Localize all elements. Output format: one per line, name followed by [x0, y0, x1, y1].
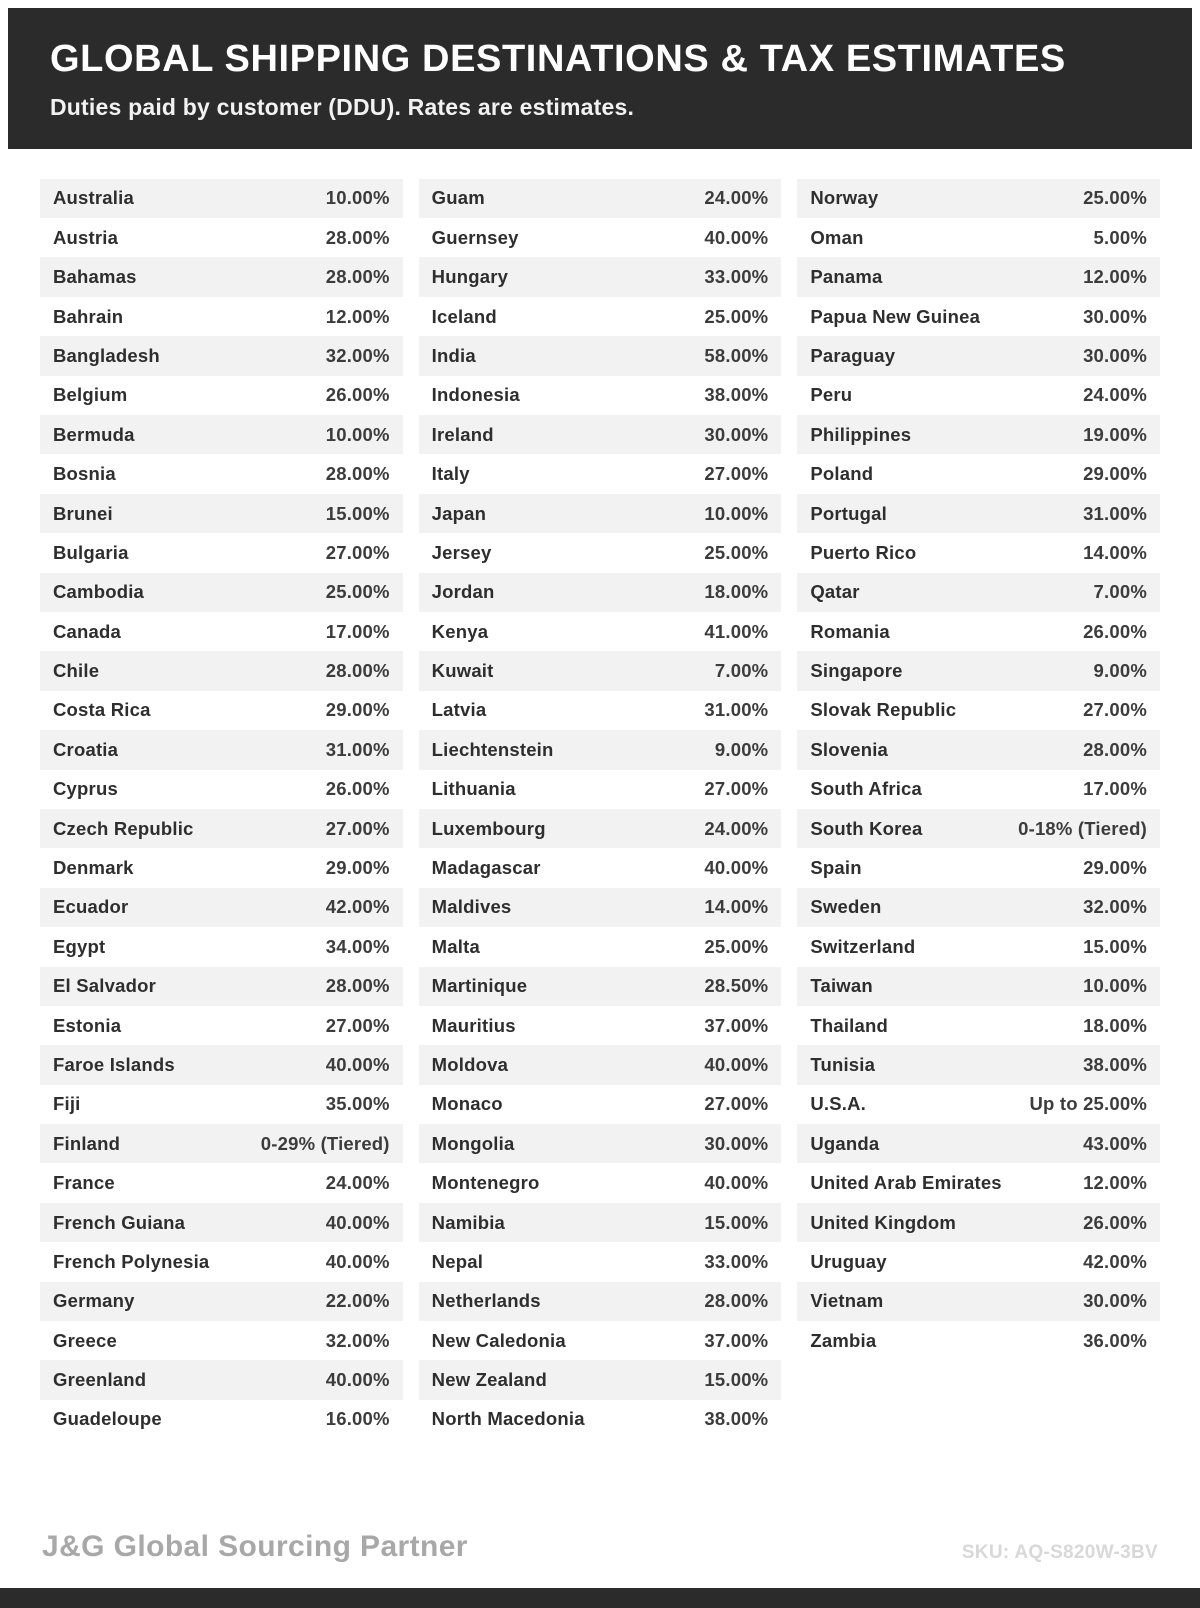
- tax-rate: 40.00%: [325, 1369, 390, 1391]
- table-row: [419, 336, 782, 375]
- table-row: [419, 1400, 782, 1439]
- country-name: Canada: [53, 620, 122, 642]
- country-name: Mongolia: [431, 1132, 515, 1154]
- country-name: Guernsey: [431, 226, 519, 248]
- table-row: [797, 651, 1160, 690]
- table-row: [40, 809, 403, 848]
- tax-rate: 32.00%: [325, 344, 390, 366]
- table-row: [419, 1282, 782, 1321]
- table-row: [419, 1242, 782, 1281]
- page-header: [8, 8, 1192, 149]
- table-row: [797, 1163, 1160, 1202]
- tax-rate: 28.00%: [325, 975, 390, 997]
- tax-rate: 27.00%: [704, 463, 769, 485]
- table-row: [40, 297, 403, 336]
- tax-rate: 10.00%: [704, 502, 769, 524]
- table-row: [40, 612, 403, 651]
- table-row: [419, 888, 782, 927]
- table-row: [419, 1163, 782, 1202]
- country-name: Oman: [810, 226, 864, 248]
- tax-rate: 29.00%: [1083, 857, 1148, 879]
- tax-rate: 40.00%: [704, 226, 769, 248]
- tax-rate: 25.00%: [704, 541, 769, 563]
- tax-rate: 40.00%: [325, 1211, 390, 1233]
- tax-rate: 26.00%: [325, 384, 390, 406]
- tax-rate: 28.00%: [325, 226, 390, 248]
- tax-rate: 15.00%: [704, 1369, 769, 1391]
- country-name: El Salvador: [53, 975, 156, 997]
- table-row: [40, 651, 403, 690]
- table-row: [40, 691, 403, 730]
- table-row: [797, 809, 1160, 848]
- table-row: [797, 1203, 1160, 1242]
- table-row: [797, 257, 1160, 296]
- country-name: Iceland: [431, 305, 497, 327]
- country-name: Guam: [431, 187, 485, 209]
- table-row: [40, 494, 403, 533]
- tax-rate: 28.00%: [325, 660, 390, 682]
- tax-rate: 31.00%: [704, 699, 769, 721]
- country-name: Kuwait: [431, 660, 494, 682]
- tax-rate: 30.00%: [704, 423, 769, 445]
- bottom-accent-bar: [0, 1588, 1200, 1608]
- country-name: Jordan: [431, 581, 495, 603]
- table-row: [797, 848, 1160, 887]
- table-row: [797, 533, 1160, 572]
- country-name: Latvia: [431, 699, 487, 721]
- tax-rate: 7.00%: [1093, 581, 1148, 603]
- table-row: [419, 573, 782, 612]
- country-name: Paraguay: [810, 344, 896, 366]
- tax-rate: 12.00%: [325, 305, 390, 327]
- table-row: [419, 494, 782, 533]
- table-row: [797, 218, 1160, 257]
- table-row: [797, 927, 1160, 966]
- tax-rate: 17.00%: [1083, 778, 1148, 800]
- table-row: [40, 770, 403, 809]
- tax-rate: 30.00%: [704, 1132, 769, 1154]
- tax-rate: 22.00%: [325, 1290, 390, 1312]
- tax-rate: 40.00%: [325, 1250, 390, 1272]
- country-name: Germany: [53, 1290, 135, 1312]
- country-name: Egypt: [53, 935, 106, 957]
- table-row: [419, 376, 782, 415]
- country-name: Tunisia: [810, 1053, 876, 1075]
- country-name: Sweden: [810, 896, 882, 918]
- tax-rate: 9.00%: [1093, 660, 1148, 682]
- country-name: Vietnam: [810, 1290, 884, 1312]
- tax-rate: 24.00%: [1083, 384, 1148, 406]
- tax-rate: 40.00%: [704, 1053, 769, 1075]
- table-row: [40, 1321, 403, 1360]
- tax-rate: 30.00%: [1083, 344, 1148, 366]
- table-row: [40, 218, 403, 257]
- country-name: Ireland: [431, 423, 494, 445]
- country-name: Ecuador: [53, 896, 129, 918]
- country-name: Maldives: [431, 896, 512, 918]
- country-name: Italy: [431, 463, 470, 485]
- table-row: [40, 888, 403, 927]
- table-row: [797, 1124, 1160, 1163]
- tax-rate: 7.00%: [714, 660, 769, 682]
- table-row: [419, 1045, 782, 1084]
- tax-rate: 24.00%: [325, 1172, 390, 1194]
- country-name: Zambia: [810, 1329, 877, 1351]
- country-name: Bahamas: [53, 266, 137, 288]
- table-row: [419, 848, 782, 887]
- country-name: Fiji: [53, 1093, 81, 1115]
- table-row: [419, 651, 782, 690]
- rate-column: [797, 179, 1160, 1361]
- table-row: [797, 1045, 1160, 1084]
- table-row: [797, 1006, 1160, 1045]
- table-row: [797, 376, 1160, 415]
- tax-rate: 18.00%: [1083, 1014, 1148, 1036]
- table-row: [40, 1203, 403, 1242]
- tax-rate: 34.00%: [325, 935, 390, 957]
- country-name: Switzerland: [810, 935, 916, 957]
- table-row: [797, 336, 1160, 375]
- tax-rate: 36.00%: [1083, 1329, 1148, 1351]
- country-name: Thailand: [810, 1014, 889, 1036]
- tax-rate: 58.00%: [704, 344, 769, 366]
- country-name: Cyprus: [53, 778, 118, 800]
- page-subtitle: Duties paid by customer (DDU). Rates are estimates.: [50, 93, 635, 120]
- table-row: [40, 573, 403, 612]
- country-name: Montenegro: [431, 1172, 540, 1194]
- tax-rate: 28.00%: [325, 266, 390, 288]
- country-name: North Macedonia: [431, 1408, 585, 1430]
- table-row: [419, 1360, 782, 1399]
- table-row: [40, 376, 403, 415]
- table-row: [419, 691, 782, 730]
- table-row: [797, 297, 1160, 336]
- tax-rate: 31.00%: [1083, 502, 1148, 524]
- country-name: Nepal: [431, 1250, 484, 1272]
- table-row: [797, 888, 1160, 927]
- tax-rate: 24.00%: [704, 817, 769, 839]
- country-name: Uganda: [810, 1132, 880, 1154]
- page-footer: [42, 1530, 1158, 1564]
- sku-label: SKU: AQ-S820W-3BV: [961, 1542, 1158, 1563]
- table-row: [797, 454, 1160, 493]
- table-row: [419, 730, 782, 769]
- country-name: Puerto Rico: [810, 541, 917, 563]
- tax-rate: 33.00%: [704, 1250, 769, 1272]
- country-name: Lithuania: [431, 778, 516, 800]
- tax-rate: 37.00%: [704, 1014, 769, 1036]
- country-name: Panama: [810, 266, 883, 288]
- table-row: [40, 336, 403, 375]
- table-row: [419, 179, 782, 218]
- table-row: [40, 1006, 403, 1045]
- tax-rate: 42.00%: [1083, 1250, 1148, 1272]
- country-name: Monaco: [431, 1093, 503, 1115]
- table-row: [40, 1124, 403, 1163]
- table-row: [40, 848, 403, 887]
- tax-rate: 16.00%: [325, 1408, 390, 1430]
- country-name: Hungary: [431, 266, 509, 288]
- country-name: Costa Rica: [53, 699, 151, 721]
- country-name: Croatia: [53, 738, 119, 760]
- country-name: New Caledonia: [431, 1329, 566, 1351]
- rate-column: [40, 179, 403, 1440]
- table-row: [797, 494, 1160, 533]
- country-name: Poland: [810, 463, 874, 485]
- table-row: [797, 1242, 1160, 1281]
- country-name: Singapore: [810, 660, 903, 682]
- tax-rate: 30.00%: [1083, 305, 1148, 327]
- tax-rate: 40.00%: [704, 857, 769, 879]
- tax-rate: 35.00%: [325, 1093, 390, 1115]
- country-name: U.S.A.: [810, 1093, 867, 1115]
- tax-rate: 28.50%: [704, 975, 769, 997]
- country-name: New Zealand: [431, 1369, 547, 1391]
- tax-rate: 18.00%: [704, 581, 769, 603]
- country-name: Netherlands: [431, 1290, 541, 1312]
- table-row: [40, 415, 403, 454]
- country-name: Bulgaria: [53, 541, 129, 563]
- country-name: United Arab Emirates: [810, 1172, 1002, 1194]
- country-name: Uruguay: [810, 1250, 887, 1272]
- table-row: [40, 730, 403, 769]
- table-row: [419, 612, 782, 651]
- tax-rate: 0-18% (Tiered): [1018, 817, 1148, 839]
- tax-rate: 41.00%: [704, 620, 769, 642]
- country-name: Estonia: [53, 1014, 122, 1036]
- country-name: Malta: [431, 935, 480, 957]
- country-name: Portugal: [810, 502, 887, 524]
- country-name: Czech Republic: [53, 817, 194, 839]
- rate-column: [419, 179, 782, 1440]
- country-name: Austria: [53, 226, 119, 248]
- country-name: Bangladesh: [53, 344, 160, 366]
- tax-rate: 25.00%: [325, 581, 390, 603]
- tax-rate: 9.00%: [714, 738, 769, 760]
- country-name: French Polynesia: [53, 1250, 210, 1272]
- table-row: [40, 1400, 403, 1439]
- country-name: Mauritius: [431, 1014, 516, 1036]
- country-name: Philippines: [810, 423, 912, 445]
- country-name: Australia: [53, 187, 134, 209]
- tax-rate: 32.00%: [1083, 896, 1148, 918]
- country-name: Cambodia: [53, 581, 145, 603]
- table-row: [419, 770, 782, 809]
- table-row: [797, 612, 1160, 651]
- tax-rate: 40.00%: [325, 1053, 390, 1075]
- tax-rate: 30.00%: [1083, 1290, 1148, 1312]
- country-name: Guadeloupe: [53, 1408, 162, 1430]
- table-row: [40, 1242, 403, 1281]
- country-name: Slovak Republic: [810, 699, 957, 721]
- country-name: Faroe Islands: [53, 1053, 175, 1075]
- table-row: [40, 1163, 403, 1202]
- tax-rate: 10.00%: [325, 423, 390, 445]
- tax-rate: 28.00%: [325, 463, 390, 485]
- tax-rate: 26.00%: [325, 778, 390, 800]
- country-name: Indonesia: [431, 384, 520, 406]
- tax-rate: 10.00%: [325, 187, 390, 209]
- country-name: French Guiana: [53, 1211, 186, 1233]
- tax-rate: 31.00%: [325, 738, 390, 760]
- table-row: [419, 533, 782, 572]
- country-name: Greenland: [53, 1369, 147, 1391]
- country-name: Brunei: [53, 502, 113, 524]
- table-row: [797, 1321, 1160, 1360]
- table-row: [40, 1360, 403, 1399]
- tax-rate: 12.00%: [1083, 266, 1148, 288]
- brand-name: J&G Global Sourcing Partner: [42, 1530, 468, 1563]
- country-name: Slovenia: [810, 738, 889, 760]
- table-row: [419, 454, 782, 493]
- table-row: [419, 297, 782, 336]
- tax-rate: 29.00%: [325, 699, 390, 721]
- country-name: Norway: [810, 187, 879, 209]
- tax-rate: 38.00%: [1083, 1053, 1148, 1075]
- tax-rate: 26.00%: [1083, 1211, 1148, 1233]
- table-row: [419, 1321, 782, 1360]
- country-name: Romania: [810, 620, 890, 642]
- tax-rate: 27.00%: [325, 817, 390, 839]
- country-name: Bosnia: [53, 463, 116, 485]
- tax-rate: 19.00%: [1083, 423, 1148, 445]
- tax-rate: 15.00%: [1083, 935, 1148, 957]
- tax-rate: 12.00%: [1083, 1172, 1148, 1194]
- table-row: [419, 927, 782, 966]
- tax-rate: 28.00%: [1083, 738, 1148, 760]
- country-name: Denmark: [53, 857, 134, 879]
- country-name: Jersey: [431, 541, 492, 563]
- country-name: Namibia: [431, 1211, 506, 1233]
- tax-rate: 0-29% (Tiered): [260, 1132, 390, 1154]
- tax-rate: 24.00%: [704, 187, 769, 209]
- tax-rate: 5.00%: [1093, 226, 1148, 248]
- country-name: Martinique: [431, 975, 528, 997]
- country-name: Japan: [431, 502, 487, 524]
- tax-rate: 25.00%: [704, 305, 769, 327]
- tax-rate: 42.00%: [325, 896, 390, 918]
- table-row: [797, 415, 1160, 454]
- table-row: [40, 967, 403, 1006]
- table-row: [797, 1282, 1160, 1321]
- table-row: [40, 257, 403, 296]
- table-row: [40, 1085, 403, 1124]
- country-name: Moldova: [431, 1053, 509, 1075]
- table-row: [419, 415, 782, 454]
- tax-rate: 25.00%: [1083, 187, 1148, 209]
- country-name: Taiwan: [810, 975, 873, 997]
- tax-rate: 29.00%: [325, 857, 390, 879]
- tax-rate: 27.00%: [704, 1093, 769, 1115]
- table-row: [419, 809, 782, 848]
- tax-rate: 33.00%: [704, 266, 769, 288]
- country-name: India: [431, 344, 476, 366]
- table-row: [797, 1085, 1160, 1124]
- tax-rate: 14.00%: [1083, 541, 1148, 563]
- table-row: [797, 967, 1160, 1006]
- country-name: Liechtenstein: [431, 738, 554, 760]
- table-row: [40, 454, 403, 493]
- table-row: [40, 179, 403, 218]
- tax-rate: 29.00%: [1083, 463, 1148, 485]
- country-name: Kenya: [431, 620, 489, 642]
- tax-rate: 14.00%: [704, 896, 769, 918]
- tax-rate: 27.00%: [325, 1014, 390, 1036]
- tax-rate: 37.00%: [704, 1329, 769, 1351]
- tax-rate: 15.00%: [325, 502, 390, 524]
- country-name: Peru: [810, 384, 853, 406]
- tax-rate: 17.00%: [325, 620, 390, 642]
- tax-rate: Up to 25.00%: [1029, 1093, 1148, 1115]
- table-row: [419, 1085, 782, 1124]
- table-row: [419, 257, 782, 296]
- table-row: [797, 573, 1160, 612]
- tax-rate: 38.00%: [704, 384, 769, 406]
- country-name: Finland: [53, 1132, 121, 1154]
- table-row: [40, 1282, 403, 1321]
- country-name: United Kingdom: [810, 1211, 956, 1233]
- tax-rate: 27.00%: [1083, 699, 1148, 721]
- country-name: Belgium: [53, 384, 128, 406]
- tax-rate: 40.00%: [704, 1172, 769, 1194]
- country-name: Madagascar: [431, 857, 541, 879]
- tax-rate: 25.00%: [704, 935, 769, 957]
- table-row: [797, 730, 1160, 769]
- rates-table: [0, 149, 1200, 1440]
- table-row: [797, 179, 1160, 218]
- country-name: Bahrain: [53, 305, 124, 327]
- table-row: [40, 927, 403, 966]
- country-name: Spain: [810, 857, 862, 879]
- country-name: Chile: [53, 660, 100, 682]
- tax-rate: 38.00%: [704, 1408, 769, 1430]
- table-row: [797, 770, 1160, 809]
- tax-rate: 15.00%: [704, 1211, 769, 1233]
- tax-rate: 10.00%: [1083, 975, 1148, 997]
- country-name: Qatar: [810, 581, 860, 603]
- tax-rate: 28.00%: [704, 1290, 769, 1312]
- country-name: Bermuda: [53, 423, 135, 445]
- country-name: Luxembourg: [431, 817, 546, 839]
- tax-rate: 26.00%: [1083, 620, 1148, 642]
- page-title: GLOBAL SHIPPING DESTINATIONS & TAX ESTIMATES: [50, 38, 1066, 80]
- table-row: [797, 691, 1160, 730]
- table-row: [419, 967, 782, 1006]
- country-name: France: [53, 1172, 115, 1194]
- country-name: Papua New Guinea: [810, 305, 981, 327]
- table-row: [419, 218, 782, 257]
- country-name: South Africa: [810, 778, 923, 800]
- tax-rate: 43.00%: [1083, 1132, 1148, 1154]
- table-row: [419, 1006, 782, 1045]
- tax-rate: 27.00%: [704, 778, 769, 800]
- table-row: [40, 533, 403, 572]
- country-name: South Korea: [810, 817, 923, 839]
- tax-rate: 27.00%: [325, 541, 390, 563]
- country-name: Greece: [53, 1329, 117, 1351]
- table-row: [40, 1045, 403, 1084]
- table-row: [419, 1203, 782, 1242]
- tax-rate: 32.00%: [325, 1329, 390, 1351]
- table-row: [419, 1124, 782, 1163]
